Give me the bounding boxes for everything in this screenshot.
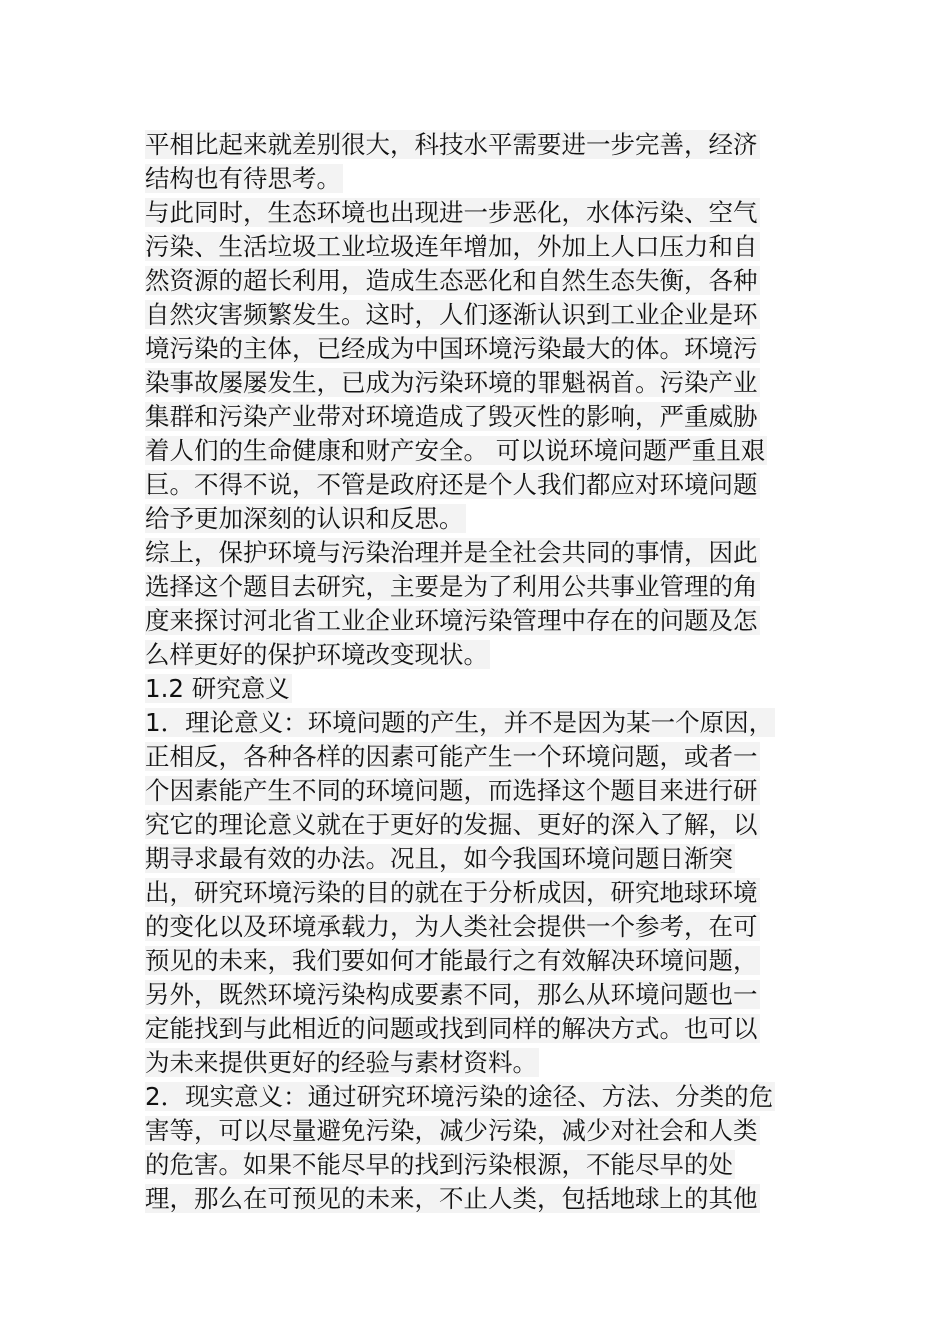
line-text: 预见的未来，我们要如何才能最行之有效解决环境问题，	[145, 946, 758, 975]
line-text: 定能找到与此相近的问题或找到同样的解决方式。也可以	[145, 1014, 758, 1043]
section-heading	[145, 672, 805, 706]
line-text: 害等，可以尽量避免污染，减少污染，减少对社会和人类	[145, 1116, 758, 1145]
text-line	[145, 298, 805, 332]
line-text: 究它的理论意义就在于更好的发掘、更好的深入了解，以	[145, 810, 758, 839]
line-text: 染事故屡屡发生，已成为污染环境的罪魁祸首。污染产业	[145, 368, 758, 397]
text-line	[145, 1148, 805, 1182]
text-line	[145, 570, 805, 604]
text-line	[145, 978, 805, 1012]
text-line	[145, 468, 805, 502]
line-text: 平相比起来就差别很大，科技水平需要进一步完善，经济	[145, 130, 758, 159]
text-line	[145, 162, 805, 196]
line-text: 巨。不得不说，不管是政府还是个人我们都应对环境问题	[145, 470, 758, 499]
line-text: 自然灾害频繁发生。这时，人们逐渐认识到工业企业是环	[145, 300, 758, 329]
text-line	[145, 1114, 805, 1148]
text-line	[145, 740, 805, 774]
text-line	[145, 1182, 805, 1216]
text-line	[145, 196, 805, 230]
line-text: 为未来提供更好的经验与素材资料。	[145, 1048, 537, 1077]
text-line	[145, 604, 805, 638]
line-text: 出，研究环境污染的目的就在于分析成因，研究地球环境	[145, 878, 758, 907]
text-line	[145, 808, 805, 842]
line-text: 的危害。如果不能尽早的找到污染根源，不能尽早的处	[145, 1150, 733, 1179]
text-line	[145, 502, 805, 536]
text-line	[145, 366, 805, 400]
line-text: 着人们的生命健康和财产安全。 可以说环境问题严重且艰	[145, 436, 766, 465]
line-text: 污染、生活垃圾工业垃圾连年增加，外加上人口压力和自	[145, 232, 758, 261]
line-text: 与此同时，生态环境也出现进一步恶化，水体污染、空气	[145, 198, 758, 227]
line-text: 度来探讨河北省工业企业环境污染管理中存在的问题及怎	[145, 606, 758, 635]
text-line	[145, 536, 805, 570]
line-text: 给予更加深刻的认识和反思。	[145, 504, 464, 533]
line-text: 选择这个题目去研究，主要是为了利用公共事业管理的角	[145, 572, 758, 601]
line-text: 境污染的主体，已经成为中国环境污染最大的体。环境污	[145, 334, 758, 363]
line-text: 1．理论意义：环境问题的产生，并不是因为某一个原因，	[145, 708, 774, 737]
line-text: 的变化以及环境承载力，为人类社会提供一个参考，在可	[145, 912, 758, 941]
text-line	[145, 128, 805, 162]
heading-text: 1.2 研究意义	[145, 674, 290, 703]
text-line	[145, 1046, 805, 1080]
text-line	[145, 842, 805, 876]
line-text: 综上，保护环境与污染治理并是全社会共同的事情，因此	[145, 538, 758, 567]
text-line	[145, 638, 805, 672]
line-text: 正相反，各种各样的因素可能产生一个环境问题，或者一	[145, 742, 758, 771]
body-text	[145, 128, 805, 1216]
line-text: 个因素能产生不同的环境问题，而选择这个题目来进行研	[145, 776, 758, 805]
line-text: 理，那么在可预见的未来，不止人类，包括地球上的其他	[145, 1184, 758, 1213]
line-text: 另外，既然环境污染构成要素不同，那么从环境问题也一	[145, 980, 758, 1009]
line-text: 2．现实意义：通过研究环境污染的途径、方法、分类的危	[145, 1082, 774, 1111]
line-text: 结构也有待思考。	[145, 164, 341, 193]
line-text: 集群和污染产业带对环境造成了毁灭性的影响，严重威胁	[145, 402, 758, 431]
text-line	[145, 332, 805, 366]
text-line	[145, 1012, 805, 1046]
text-line	[145, 230, 805, 264]
text-line	[145, 706, 805, 740]
text-line	[145, 1080, 805, 1114]
text-line	[145, 774, 805, 808]
line-text: 期寻求最有效的办法。况且，如今我国环境问题日渐突	[145, 844, 733, 873]
line-text: 么样更好的保护环境改变现状。	[145, 640, 488, 669]
text-line	[145, 264, 805, 298]
text-line	[145, 910, 805, 944]
text-line	[145, 944, 805, 978]
text-line	[145, 434, 805, 468]
text-line	[145, 876, 805, 910]
line-text: 然资源的超长利用，造成生态恶化和自然生态失衡，各种	[145, 266, 758, 295]
text-line	[145, 400, 805, 434]
